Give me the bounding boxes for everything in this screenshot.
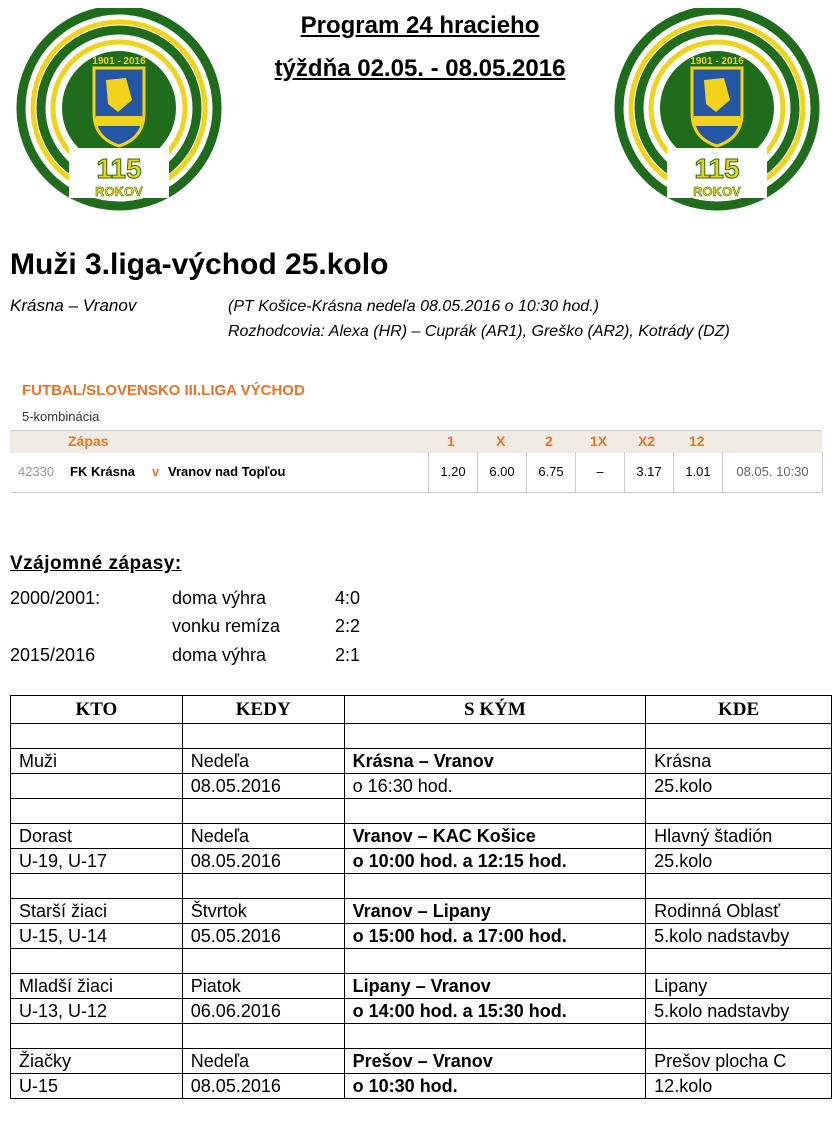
cell-kto bbox=[11, 799, 183, 824]
odds-col-match: Zápas bbox=[68, 433, 109, 449]
cell-kedy bbox=[182, 799, 344, 824]
cell-kto: Mladší žiaci bbox=[11, 974, 183, 999]
head-to-head-title: Vzájomné zápasy: bbox=[10, 553, 182, 574]
odds-value-12[interactable]: 1.01 bbox=[673, 452, 722, 492]
logo-number: 115 bbox=[96, 153, 142, 184]
odds-col-1: 1 bbox=[447, 433, 455, 449]
odds-panel bbox=[10, 370, 822, 494]
header-line-1: Program 24 hracieho bbox=[300, 12, 540, 39]
cell-kde bbox=[646, 874, 832, 899]
odds-col-2: 2 bbox=[545, 433, 553, 449]
cell-kto: Dorast bbox=[11, 824, 183, 849]
h2h-score: 4:0 bbox=[335, 588, 361, 608]
odds-v: v bbox=[152, 464, 160, 479]
odds-value-2[interactable]: 6.75 bbox=[526, 452, 575, 492]
odds-value-x[interactable]: 6.00 bbox=[477, 452, 526, 492]
cell-kde: 5.kolo nadstavby bbox=[646, 924, 832, 949]
cell-kde: 12.kolo bbox=[646, 1074, 832, 1099]
cell-kde bbox=[646, 1024, 832, 1049]
odds-col-1x: 1X bbox=[590, 433, 608, 449]
odds-value-1[interactable]: 1.20 bbox=[428, 452, 477, 492]
h2h-score: 2:2 bbox=[335, 616, 361, 636]
logo-word: ROKOV bbox=[95, 184, 143, 199]
cell-kedy: Nedeľa bbox=[182, 824, 344, 849]
cell-s-kym: o 16:30 hod. bbox=[344, 774, 646, 799]
table-row bbox=[11, 999, 832, 1024]
cell-s-kym: Vranov – Lipany bbox=[344, 899, 646, 924]
cell-kde bbox=[646, 949, 832, 974]
cell-kde bbox=[646, 724, 832, 749]
cell-s-kym: Prešov – Vranov bbox=[344, 1049, 646, 1074]
cell-kto: Muži bbox=[11, 749, 183, 774]
table-row bbox=[11, 924, 832, 949]
odds-date: 08.05. 10:30 bbox=[722, 452, 823, 492]
cell-kde: 25.kolo bbox=[646, 774, 832, 799]
odds-value-x2[interactable]: 3.17 bbox=[624, 452, 673, 492]
col-kto: KTO bbox=[11, 696, 183, 724]
odds-value-1x[interactable]: – bbox=[575, 452, 624, 492]
page-header bbox=[220, 4, 620, 90]
match-name: Krásna – Vranov bbox=[10, 296, 137, 315]
schedule-table bbox=[10, 695, 832, 1099]
cell-kedy bbox=[182, 724, 344, 749]
cell-kedy: Nedeľa bbox=[182, 1049, 344, 1074]
cell-kto: Starší žiaci bbox=[11, 899, 183, 924]
cell-s-kym bbox=[344, 724, 646, 749]
cell-kto bbox=[11, 1024, 183, 1049]
odds-row[interactable] bbox=[10, 452, 822, 493]
table-row bbox=[11, 1074, 832, 1099]
cell-s-kym: Lipany – Vranov bbox=[344, 974, 646, 999]
table-row bbox=[11, 824, 832, 849]
cell-kedy bbox=[182, 949, 344, 974]
odds-subheading: 5-kombinácia bbox=[22, 409, 100, 424]
col-s-kym: S KÝM bbox=[344, 696, 646, 724]
cell-kto bbox=[11, 949, 183, 974]
match-venue: (PT Košice-Krásna nedeľa 08.05.2016 o 10:30 hod.) bbox=[228, 298, 599, 315]
logo-word: ROKOV bbox=[693, 184, 741, 199]
odds-col-x2: X2 bbox=[638, 433, 656, 449]
cell-s-kym: o 15:00 hod. a 17:00 hod. bbox=[344, 924, 646, 949]
h2h-season: 2000/2001: bbox=[10, 588, 101, 608]
match-referees: Rozhodcovia: Alexa (HR) – Cuprák (AR1), Greško (AR2), Kotrády (DZ) bbox=[228, 323, 730, 340]
cell-s-kym bbox=[344, 1024, 646, 1049]
table-row bbox=[11, 1024, 832, 1049]
cell-kedy: Štvrtok bbox=[182, 899, 344, 924]
cell-kde: Hlavný štadión bbox=[646, 824, 832, 849]
odds-col-12: 12 bbox=[689, 433, 705, 449]
table-row bbox=[11, 974, 832, 999]
h2h-type: vonku remíza bbox=[172, 616, 281, 636]
cell-kto bbox=[11, 774, 183, 799]
logo-years: 1901 - 2016 bbox=[690, 56, 744, 67]
cell-kedy: Nedeľa bbox=[182, 749, 344, 774]
odds-away: Vranov nad Topľou bbox=[168, 464, 286, 479]
cell-kde: 25.kolo bbox=[646, 849, 832, 874]
h2h-score: 2:1 bbox=[335, 645, 361, 665]
section-title: Muži 3.liga-východ 25.kolo bbox=[10, 248, 389, 281]
odds-col-x: X bbox=[496, 433, 506, 449]
cell-s-kym: o 14:00 hod. a 15:30 hod. bbox=[344, 999, 646, 1024]
cell-kedy: 08.05.2016 bbox=[182, 1074, 344, 1099]
cell-kto: U-15, U-14 bbox=[11, 924, 183, 949]
table-row bbox=[11, 874, 832, 899]
odds-column-header bbox=[10, 430, 822, 453]
cell-kto bbox=[11, 724, 183, 749]
header-line-2: týždňa 02.05. - 08.05.2016 bbox=[274, 55, 566, 82]
cell-kedy: 08.05.2016 bbox=[182, 774, 344, 799]
cell-kedy: 06.06.2016 bbox=[182, 999, 344, 1024]
club-logo-right bbox=[612, 8, 822, 213]
cell-kedy bbox=[182, 874, 344, 899]
cell-kto: Žiačky bbox=[11, 1049, 183, 1074]
cell-s-kym: o 10:30 hod. bbox=[344, 1074, 646, 1099]
cell-kde: 5.kolo nadstavby bbox=[646, 999, 832, 1024]
cell-s-kym: o 10:00 hod. a 12:15 hod. bbox=[344, 849, 646, 874]
table-row bbox=[11, 949, 832, 974]
table-row bbox=[11, 849, 832, 874]
cell-kde: Krásna bbox=[646, 749, 832, 774]
cell-s-kym bbox=[344, 799, 646, 824]
club-logo-left bbox=[14, 8, 224, 213]
h2h-season: 2015/2016 bbox=[10, 645, 96, 665]
table-row bbox=[11, 899, 832, 924]
col-kde: KDE bbox=[646, 696, 832, 724]
cell-kedy: 08.05.2016 bbox=[182, 849, 344, 874]
cell-kedy: 05.05.2016 bbox=[182, 924, 344, 949]
odds-home: FK Krásna bbox=[70, 464, 136, 479]
table-row bbox=[11, 749, 832, 774]
odds-id: 42330 bbox=[18, 464, 55, 479]
cell-kto: U-15 bbox=[11, 1074, 183, 1099]
odds-heading: FUTBAL/SLOVENSKO III.LIGA VÝCHOD bbox=[22, 382, 305, 399]
cell-s-kym: Vranov – KAC Košice bbox=[344, 824, 646, 849]
cell-s-kym bbox=[344, 874, 646, 899]
cell-kedy: Piatok bbox=[182, 974, 344, 999]
logo-years: 1901 - 2016 bbox=[92, 56, 146, 67]
table-row bbox=[11, 799, 832, 824]
cell-kde: Prešov plocha C bbox=[646, 1049, 832, 1074]
cell-kde: Lipany bbox=[646, 974, 832, 999]
cell-kto: U-13, U-12 bbox=[11, 999, 183, 1024]
table-row bbox=[11, 724, 832, 749]
cell-s-kym bbox=[344, 949, 646, 974]
h2h-type: doma výhra bbox=[172, 588, 267, 608]
h2h-type: doma výhra bbox=[172, 645, 267, 665]
schedule-header-row bbox=[11, 696, 832, 724]
cell-kto: U-19, U-17 bbox=[11, 849, 183, 874]
cell-kto bbox=[11, 874, 183, 899]
table-row bbox=[11, 774, 832, 799]
cell-kde: Rodinná Oblasť bbox=[646, 899, 832, 924]
cell-kedy bbox=[182, 1024, 344, 1049]
cell-kde bbox=[646, 799, 832, 824]
logo-number: 115 bbox=[694, 153, 740, 184]
col-kedy: KEDY bbox=[182, 696, 344, 724]
cell-s-kym: Krásna – Vranov bbox=[344, 749, 646, 774]
table-row bbox=[11, 1049, 832, 1074]
